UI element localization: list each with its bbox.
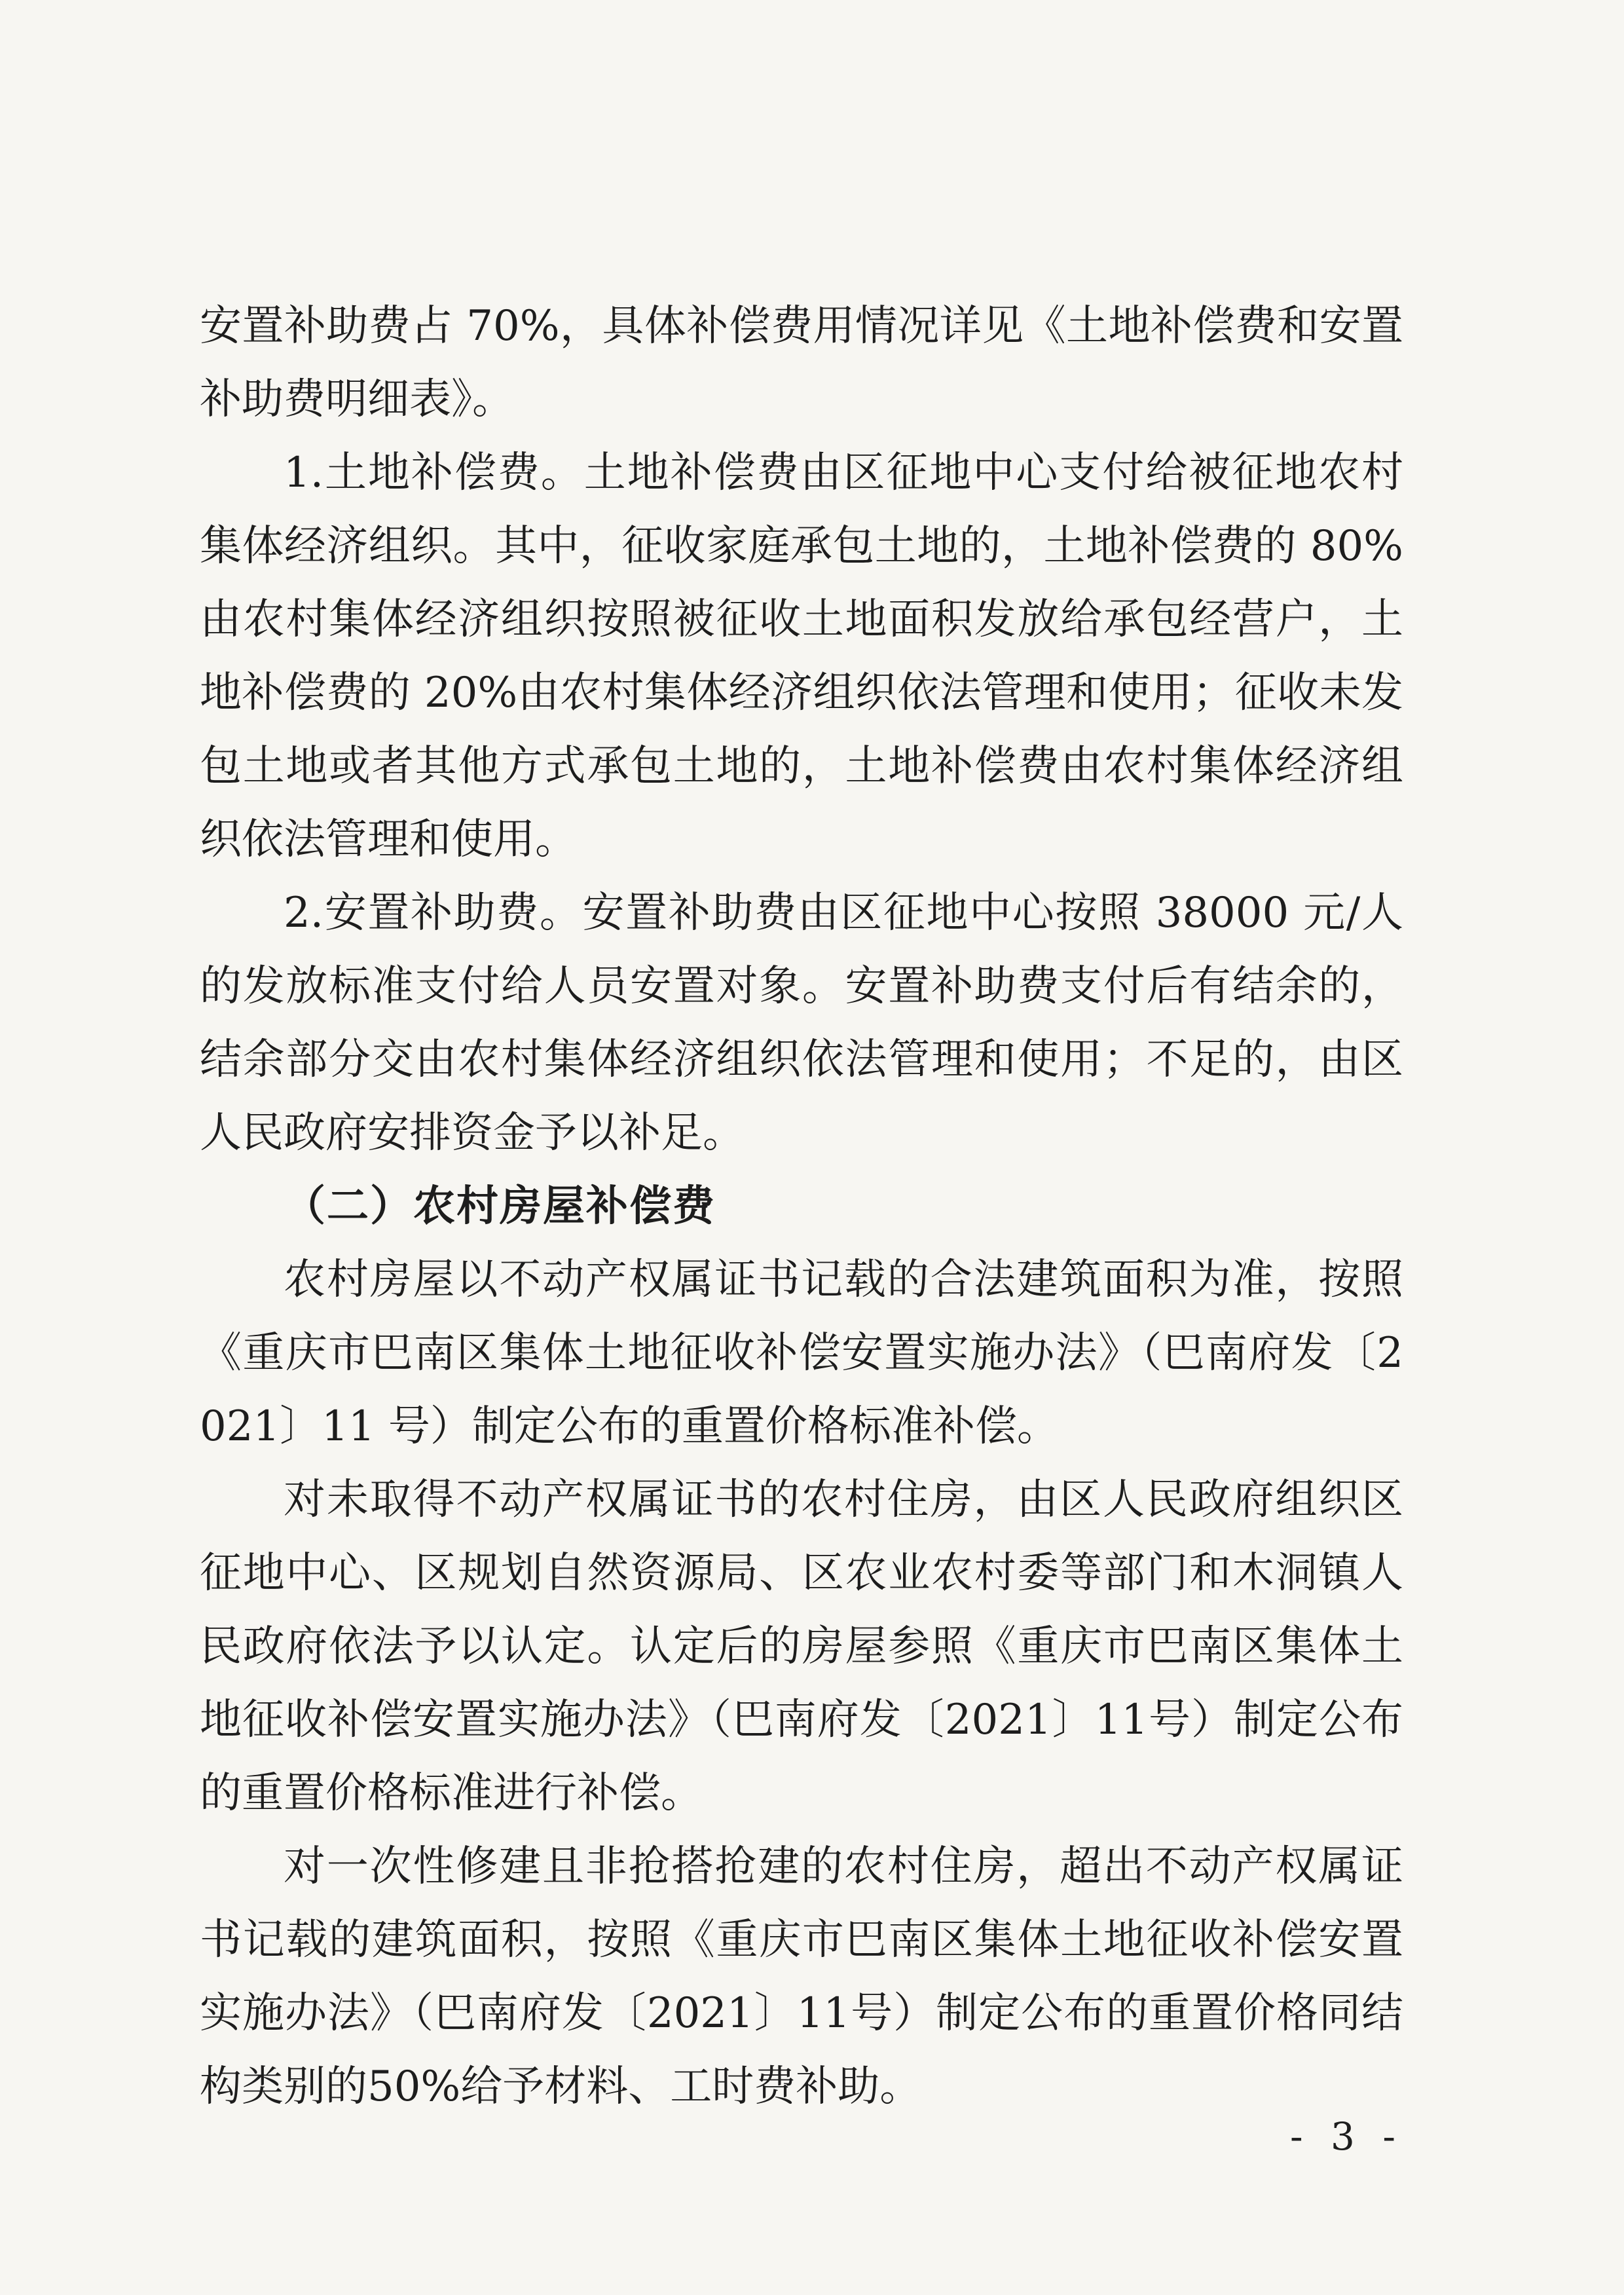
paragraph-rural-housing-standard: 农村房屋以不动产权属证书记载的合法建筑面积为准，按照《重庆市巴南区集体土地征收补偿安置实施办法》（巴南府发〔2021〕11 号）制定公布的重置价格标准补偿。	[200, 1256, 1403, 1451]
section-heading-rural-housing: （二）农村房屋补偿费	[284, 1182, 716, 1231]
document-body	[200, 289, 1403, 2123]
paragraph-resettlement-subsidy: 2.安置补助费。安置补助费由区征地中心按照 38000 元/人的发放标准支付给人员安置对象。安置补助费支付后有结余的，结余部分交由农村集体经济组织依法管理和使用；不足的，由区人民政府安排资金予以补足。	[200, 889, 1403, 1157]
paragraph-continuation: 安置补助费占 70%，具体补偿费用情况详见《土地补偿费和安置补助费明细表》。	[200, 302, 1403, 424]
page-number: - 3 -	[1290, 2114, 1403, 2159]
paragraph-excess-area: 对一次性修建且非抢搭抢建的农村住房，超出不动产权属证书记载的建筑面积，按照《重庆市巴南区集体土地征收补偿安置实施办法》（巴南府发〔2021〕11号）制定公布的重置价格同结构类别的50%给予材料、工时费补助。	[200, 1842, 1403, 2111]
paragraph-uncertified-housing: 对未取得不动产权属证书的农村住房，由区人民政府组织区征地中心、区规划自然资源局、区农业农村委等部门和木洞镇人民政府依法予以认定。认定后的房屋参照《重庆市巴南区集体土地征收补偿安置实施办法》（巴南府发〔2021〕11号）制定公布的重置价格标准进行补偿。	[200, 1476, 1403, 1818]
paragraph-land-compensation: 1.土地补偿费。土地补偿费由区征地中心支付给被征地农村集体经济组织。其中，征收家庭承包土地的，土地补偿费的 80%由农村集体经济组织按照被征收土地面积发放给承包经营户，土地补偿费的 20%由农村集体经济组织依法管理和使用；征收未发包土地或者其他方式承包土地的，土地补偿费由农村集体经济组织依法管理和使用。	[200, 449, 1403, 864]
